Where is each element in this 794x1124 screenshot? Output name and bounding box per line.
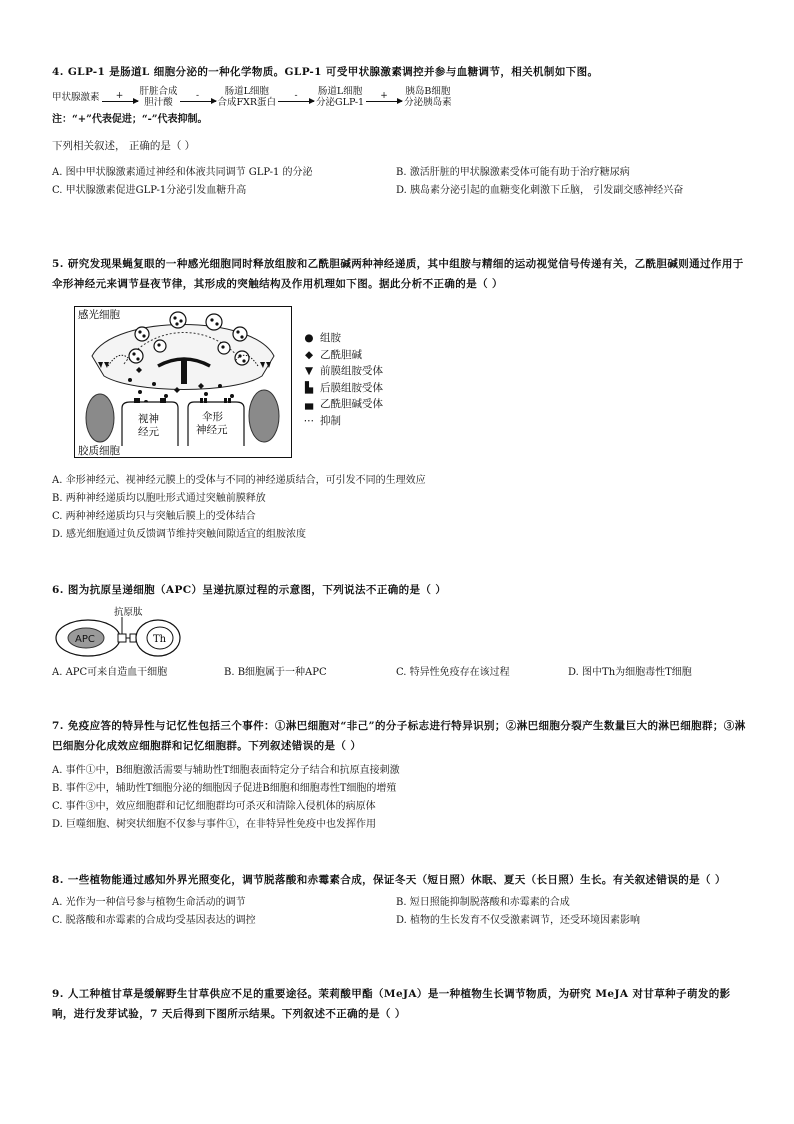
option-b[interactable]: B. 事件②中，辅助性T细胞分泌的细胞因子促进B细胞和细胞毒性T细胞的增殖 <box>52 783 397 794</box>
question-9-stem: 9. 人工种植甘草是缓解野生甘草供应不足的重要途径。茉莉酸甲酯（MeJA）是一种植物生长调节物质，为研究 MeJA 对甘草种子萌发的影响，进行发芽试验，7 天后得到下图所示结果。下列叙述不正确的是（ ） <box>52 988 731 1020</box>
question-5-stem: 5. 研究发现果蝇复眼的一种感光细胞同时释放组胺和乙酰胆碱两种神经递质，其中组胺与精细的运动视觉信号传递有关，乙酰胆碱则通过作用于伞形神经元来调节昼夜节律，其形成的突触结构及作用机理如下图。据此分析不正确的是（ ） <box>52 258 744 290</box>
legend-item: ▄ 乙酰胆碱受体 <box>302 396 383 413</box>
option-b[interactable]: B. B细胞属于一种APC <box>224 667 327 678</box>
option-c[interactable]: C. 两种神经递质均只与突触后膜上的受体结合 <box>52 511 256 522</box>
option-b[interactable]: B. 两种神经递质均以胞吐形式通过突触前膜释放 <box>52 493 266 504</box>
option-d[interactable]: D. 植物的生长发育不仅受激素调节，还受环境因素影响 <box>396 915 641 926</box>
question-9 <box>52 984 752 1024</box>
option-a[interactable]: A. 图中甲状腺激素通过神经和体液共同调节 GLP-1 的分泌 <box>52 167 313 178</box>
dot-icon: ● <box>304 332 314 344</box>
question-7-stem: 7. 免疫应答的特异性与记忆性包括三个事件：①淋巴细胞对“非己”的分子标志进行特异识别；②淋巴细胞分裂产生数量巨大的淋巴细胞群；③淋巴细胞分化成效应细胞群和记忆细胞群。下列叙述错误的是（ ） <box>52 720 746 752</box>
synapse-figure <box>74 306 292 458</box>
flow-node-insulin: 胰岛B细胞 分泌胰岛素 <box>404 86 452 108</box>
question-5 <box>52 254 752 294</box>
option-d[interactable]: D. 图中Th为细胞毒性T细胞 <box>568 667 692 678</box>
th-label: Th <box>153 634 167 645</box>
option-d[interactable]: D. 感光细胞通过负反馈调节维持突触间隙适宜的组胺浓度 <box>52 529 307 540</box>
flow-node-fxr: 肠道L细胞 合成FXR蛋白 <box>217 86 277 108</box>
regulation-flowchart <box>52 86 752 108</box>
question-6-options <box>52 664 752 682</box>
flow-node-bile-acid: 肝脏合成 胆汁酸 <box>139 86 178 108</box>
apc-figure <box>54 604 194 660</box>
synapse-diagram <box>74 306 292 458</box>
option-b[interactable]: B. 激活肝脏的甲状腺激素受体可能有助于治疗糖尿病 <box>396 167 630 178</box>
legend-item: ⋯ 抑制 <box>302 413 383 430</box>
antigen-label: 抗原肽 <box>114 607 143 618</box>
umbrella-neuron-label-2: 神经元 <box>196 424 228 436</box>
option-c[interactable]: C. 事件③中，效应细胞群和记忆细胞群均可杀灭和清除入侵机体的病原体 <box>52 801 376 812</box>
optic-neuron-label-1: 视神 <box>138 413 159 425</box>
question-6-stem: 6. 图为抗原呈递细胞（APC）呈递抗原过程的示意图，下列说法不正确的是（ ） <box>52 584 447 596</box>
question-7 <box>52 716 752 834</box>
optic-neuron-label-2: 经元 <box>138 426 159 438</box>
legend-item: ▼ 前膜组胺受体 <box>302 363 383 380</box>
question-6 <box>52 580 752 600</box>
legend-item: ● 组胺 <box>302 330 383 347</box>
block-icon: ▙ <box>304 381 314 394</box>
question-4-options <box>52 164 752 200</box>
question-5-options <box>52 472 752 544</box>
glia-label: 胶质细胞 <box>78 445 120 457</box>
flow-arrow-inhibit: - <box>180 92 216 102</box>
option-c[interactable]: C. 甲状腺激素促进GLP-1分泌引发血糖升高 <box>52 185 247 196</box>
option-c[interactable]: C. 特异性免疫存在该过程 <box>396 667 510 678</box>
umbrella-neuron-label-1: 伞形 <box>202 411 223 423</box>
option-a[interactable]: A. 光作为一种信号参与植物生命活动的调节 <box>52 897 246 908</box>
question-8 <box>52 870 752 930</box>
question-4 <box>52 62 752 200</box>
option-d[interactable]: D. 胰岛素分泌引起的血糖变化刺激下丘脑， 引发副交感神经兴奋 <box>396 185 684 196</box>
question-4-prompt: 下列相关叙述， 正确的是（ ） <box>52 140 196 152</box>
flowchart-note: 注：“+”代表促进；“-”代表抑制。 <box>52 114 208 125</box>
flow-arrow-inhibit: - <box>278 92 314 102</box>
question-4-stem: 4. GLP-1 是肠道L 细胞分泌的一种化学物质。GLP-1 可受甲状腺激素调控并参与血糖调节，相关机制如下图。 <box>52 66 599 78</box>
synapse-legend <box>302 330 383 429</box>
option-c[interactable]: C. 脱落酸和赤霉素的合成均受基因表达的调控 <box>52 915 256 926</box>
flow-arrow-promote: + <box>102 92 138 102</box>
diamond-icon: ◆ <box>304 348 314 361</box>
question-8-stem: 8. 一些植物能通过感知外界光照变化，调节脱落酸和赤霉素合成，保证冬天（短日照）休眠、夏天（长日照）生长。有关叙述错误的是（ ） <box>52 874 726 886</box>
apc-label: APC <box>75 634 95 645</box>
apc-diagram <box>54 604 194 660</box>
comb-icon: ▄ <box>304 398 314 410</box>
cup-icon: ▼ <box>304 365 314 377</box>
photoreceptor-label: 感光细胞 <box>78 309 120 321</box>
legend-item: ▙ 后膜组胺受体 <box>302 380 383 397</box>
flow-arrow-promote: + <box>366 92 402 102</box>
option-a[interactable]: A. 伞形神经元、视神经元膜上的受体与不同的神经递质结合，可引发不同的生理效应 <box>52 475 426 486</box>
option-a[interactable]: A. 事件①中，B细胞激活需要与辅助性T细胞表面特定分子结合和抗原直接刺激 <box>52 765 400 776</box>
flow-node-glp1: 肠道L细胞 分泌GLP-1 <box>316 86 365 108</box>
option-d[interactable]: D. 巨噬细胞、树突状细胞不仅参与事件①，在非特异性免疫中也发挥作用 <box>52 819 377 830</box>
flow-node-thyroid-hormone: 甲状腺激素 <box>52 91 100 103</box>
dotted-line-icon: ⋯ <box>303 414 315 427</box>
legend-item: ◆ 乙酰胆碱 <box>302 347 383 364</box>
option-b[interactable]: B. 短日照能抑制脱落酸和赤霉素的合成 <box>396 897 570 908</box>
option-a[interactable]: A. APC可来自造血干细胞 <box>52 667 168 678</box>
